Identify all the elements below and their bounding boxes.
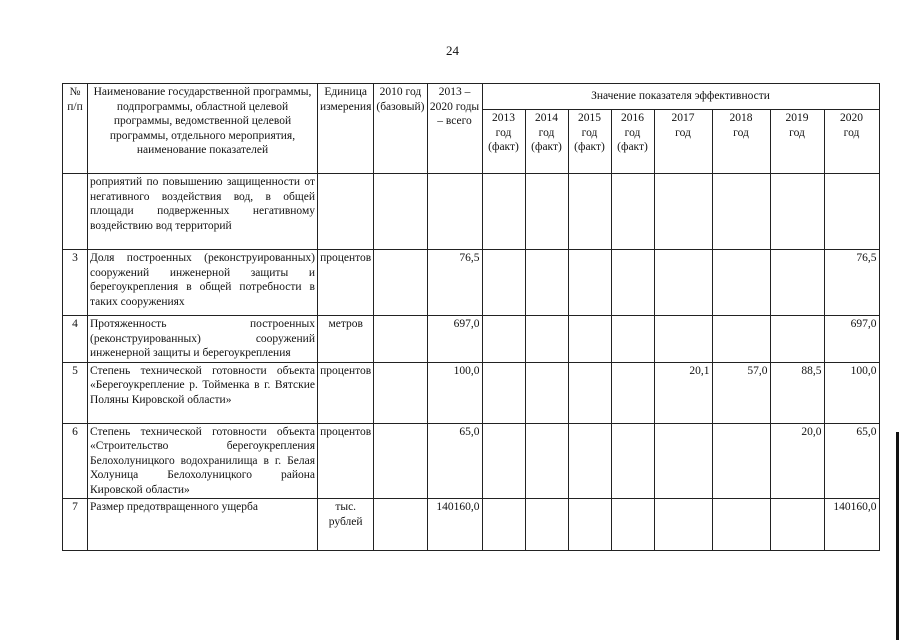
header-year-5	[712, 110, 770, 174]
cell-name: Степень технической готовности объекта «Берегоукрепление р. Тойменка в г. Вятские Поляны Кировской области»	[88, 362, 318, 423]
header-unit: Единица измерения	[318, 84, 374, 174]
cell-unit: метров	[318, 316, 374, 363]
header-year-label: 2015	[578, 112, 602, 124]
cell-y2013	[482, 499, 525, 551]
header-year-2	[568, 110, 611, 174]
header-values-group: Значение показателя эффективности	[482, 84, 879, 110]
cell-name: Доля построенных (реконструированных) сооружений инженерной защиты и берегоукрепления в общей потребности в таких сооружениях	[88, 250, 318, 316]
cell-y2018	[712, 250, 770, 316]
header-year-sub: год	[675, 126, 691, 139]
header-year-0	[482, 110, 525, 174]
cell-unit: процентов	[318, 423, 374, 499]
header-year-sub: год (факт)	[531, 126, 562, 153]
table-row	[63, 499, 880, 551]
cell-total: 76,5	[427, 250, 482, 316]
cell-y2017	[654, 316, 712, 363]
page-number: 24	[446, 43, 459, 58]
header-num: № п/п	[63, 84, 88, 174]
cell-y2019	[770, 316, 824, 363]
cell-y2015	[568, 362, 611, 423]
cell-num: 4	[63, 316, 88, 363]
header-year-6	[770, 110, 824, 174]
cell-num: 7	[63, 499, 88, 551]
cell-y2019: 20,0	[770, 423, 824, 499]
cell-y2013	[482, 423, 525, 499]
header-year-label: 2017	[671, 112, 695, 124]
indicators-table	[62, 83, 880, 551]
header-year-sub: год	[733, 126, 749, 139]
cell-unit: процентов	[318, 250, 374, 316]
cell-num: 5	[63, 362, 88, 423]
cell-name: Степень технической готовности объекта «Строительство берегоукрепления Белохолуницкого водохранилища в г. Белая Холуница Белохолуницкого района Кировской области»	[88, 423, 318, 499]
cell-base	[374, 362, 427, 423]
cell-y2020: 697,0	[824, 316, 879, 363]
cell-y2014	[525, 423, 568, 499]
header-year-sub: год (факт)	[574, 126, 605, 153]
cell-total: 100,0	[427, 362, 482, 423]
cell-name: Протяженность построенных (реконструированных) сооружений инженерной защиты и берегоукрепления	[88, 316, 318, 363]
cell-y2018	[712, 316, 770, 363]
table-row	[63, 362, 880, 423]
cell-unit: тыс. рублей	[318, 499, 374, 551]
header-year-label: 2020	[840, 112, 864, 124]
cell-y2016	[611, 499, 654, 551]
cell-y2014	[525, 499, 568, 551]
header-year-label: 2014	[535, 112, 559, 124]
cell-y2017: 20,1	[654, 362, 712, 423]
header-total: 2013 – 2020 годы – всего	[427, 84, 482, 174]
cell-y2015	[568, 423, 611, 499]
table-row	[63, 423, 880, 499]
header-year-7	[824, 110, 879, 174]
cell-y2019: 88,5	[770, 362, 824, 423]
cell-total: 697,0	[427, 316, 482, 363]
header-year-3	[611, 110, 654, 174]
page-edge-shadow	[896, 432, 899, 640]
header-base-2010: 2010 год (базовый)	[374, 84, 427, 174]
table-row	[63, 250, 880, 316]
cell-base	[374, 250, 427, 316]
cell-y2013	[482, 250, 525, 316]
header-year-sub: год	[843, 126, 860, 139]
table-row	[63, 316, 880, 363]
header-year-1	[525, 110, 568, 174]
cell-y2015	[568, 499, 611, 551]
cell-base	[374, 499, 427, 551]
cell-y2014	[525, 362, 568, 423]
cell-y2017	[654, 499, 712, 551]
header-year-label: 2019	[785, 112, 809, 124]
cell-base	[374, 423, 427, 499]
cell-y2020: 65,0	[824, 423, 879, 499]
header-year-sub: год (факт)	[617, 126, 648, 153]
cell-num: 3	[63, 250, 88, 316]
cell-y2016	[611, 250, 654, 316]
cell-y2017	[654, 250, 712, 316]
cell-y2019	[770, 250, 824, 316]
cell-y2016	[611, 423, 654, 499]
cell-num: 6	[63, 423, 88, 499]
header-year-4	[654, 110, 712, 174]
cell-y2013	[482, 362, 525, 423]
cell-y2014	[525, 316, 568, 363]
cell-y2018: 57,0	[712, 362, 770, 423]
cell-y2018	[712, 499, 770, 551]
continuation-text: роприятий по повышению защищенности от негативного воздействия вод, в общей площади подверженных негативному воздействию вод территорий	[88, 174, 318, 250]
cell-total: 140160,0	[427, 499, 482, 551]
cell-y2020: 76,5	[824, 250, 879, 316]
cell-base	[374, 316, 427, 363]
header-year-label: 2013	[492, 112, 516, 124]
cell-y2018	[712, 423, 770, 499]
cell-y2016	[611, 362, 654, 423]
cell-y2020: 140160,0	[824, 499, 879, 551]
cell-y2019	[770, 499, 824, 551]
cell-name: Размер предотвращенного ущерба	[88, 499, 318, 551]
cell-unit: процентов	[318, 362, 374, 423]
cell-y2016	[611, 316, 654, 363]
cell-y2017	[654, 423, 712, 499]
header-year-label: 2018	[729, 112, 753, 124]
header-year-label: 2016	[621, 112, 645, 124]
cell-y2015	[568, 316, 611, 363]
cell-total: 65,0	[427, 423, 482, 499]
header-year-sub: год (факт)	[488, 126, 519, 153]
cell-y2014	[525, 250, 568, 316]
cell-y2020: 100,0	[824, 362, 879, 423]
cell-y2013	[482, 316, 525, 363]
continuation-num-cell	[63, 174, 88, 250]
header-year-sub: год	[789, 126, 805, 139]
header-name: Наименование государственной программы, подпрограммы, областной целевой программы, ведомственной целевой программы, отдельного мероприятия, наименование показателей	[88, 84, 318, 174]
cell-y2015	[568, 250, 611, 316]
